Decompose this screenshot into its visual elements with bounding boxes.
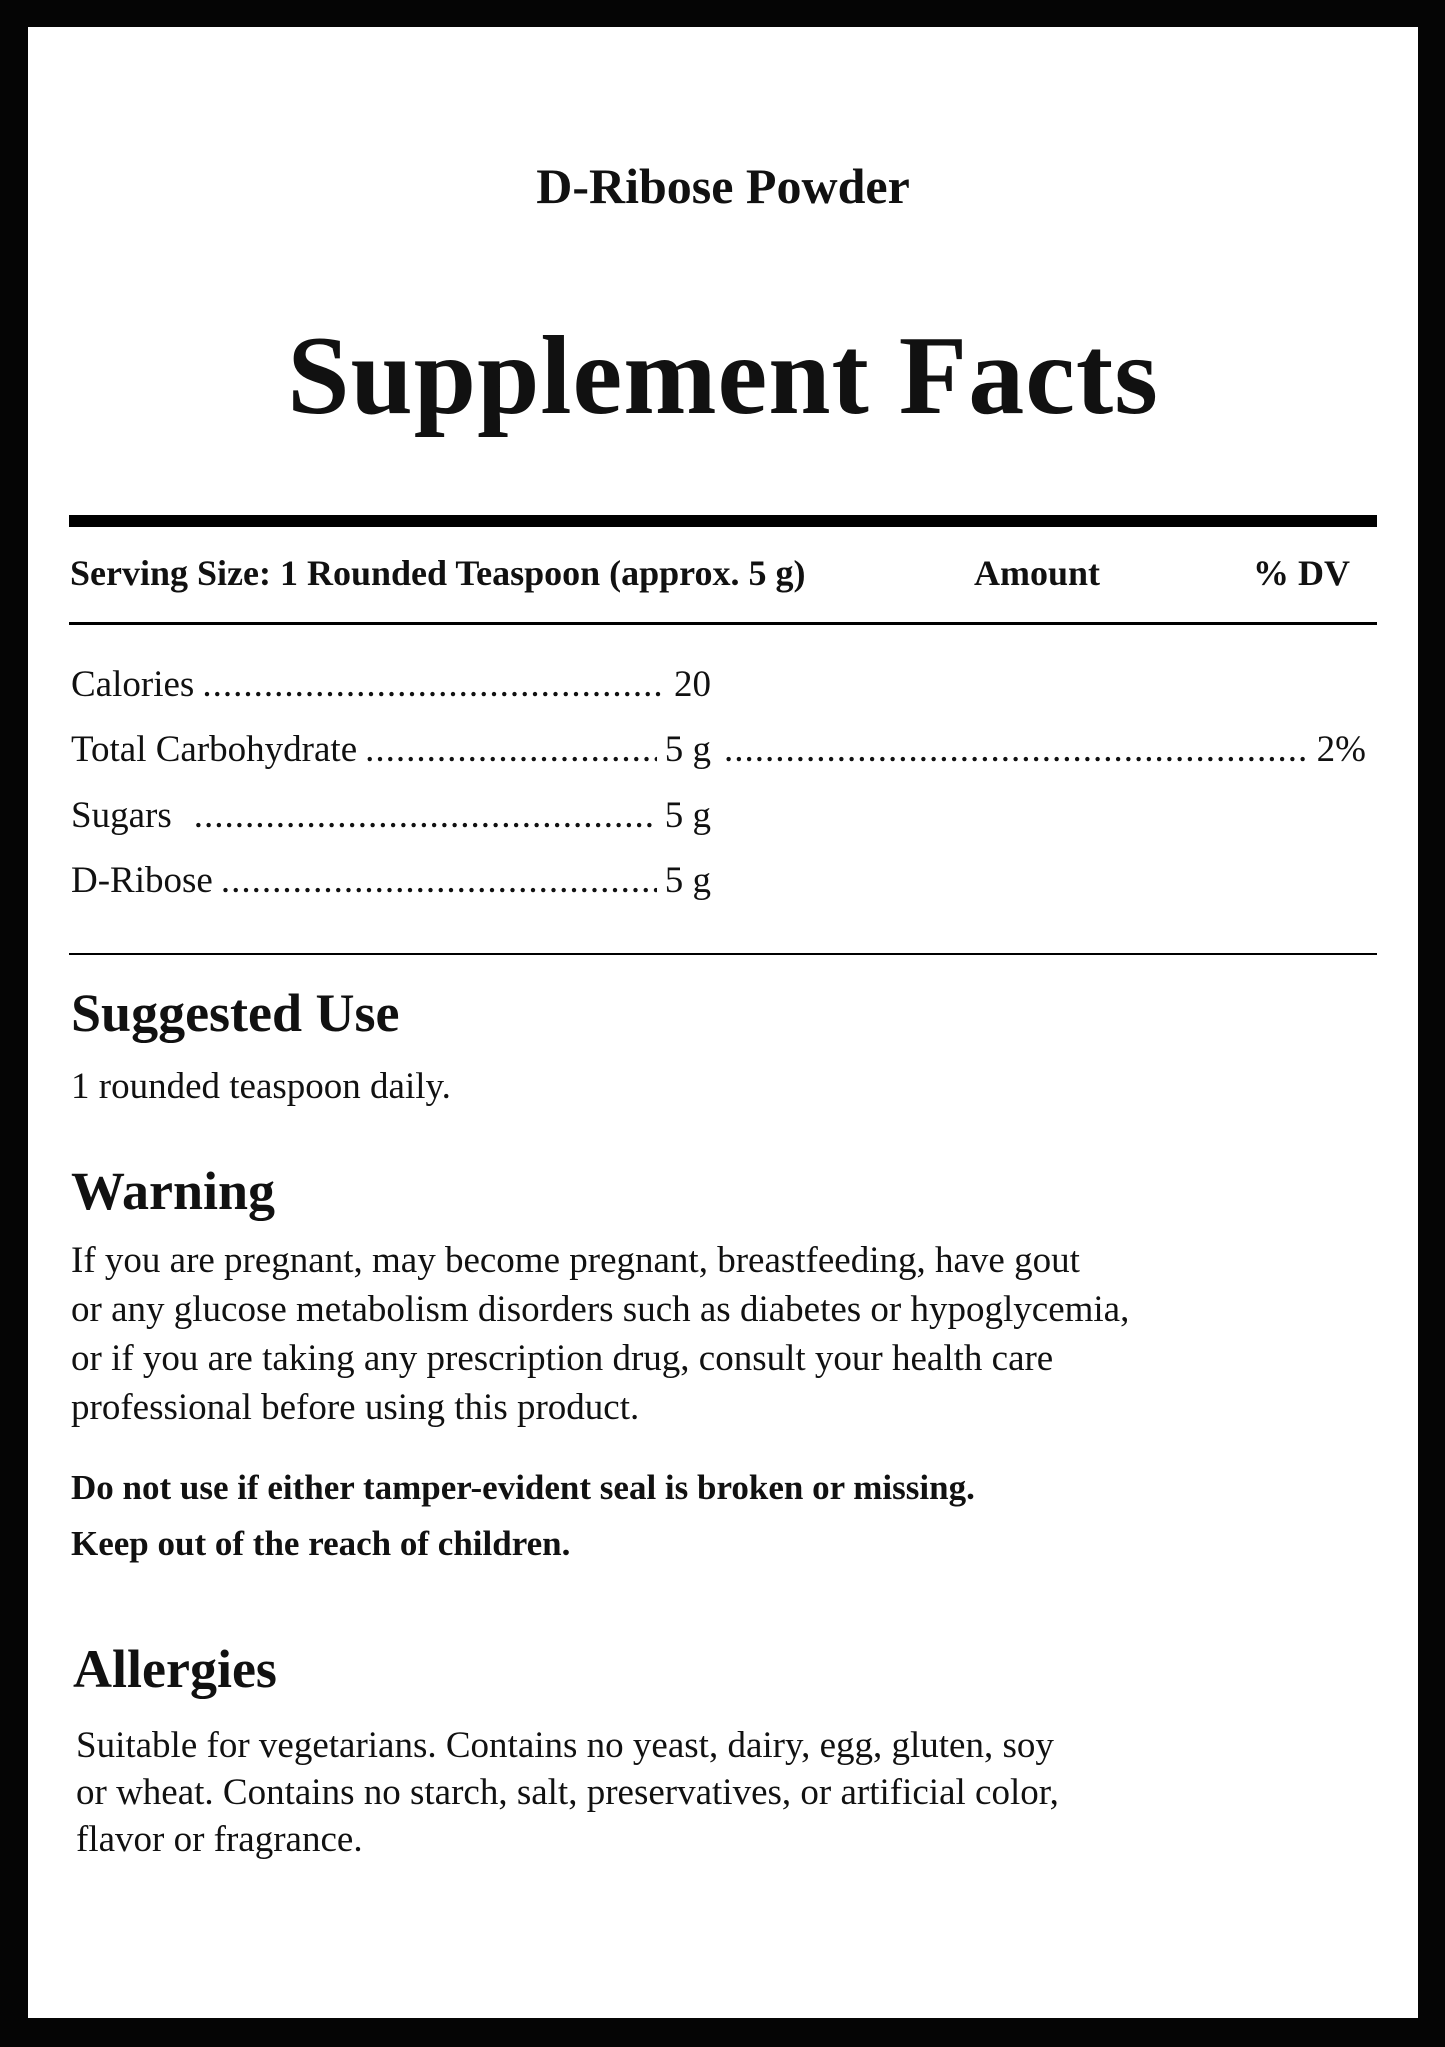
warning-line: If you are pregnant, may become pregnant, breastfeeding, have gout bbox=[71, 1240, 1080, 1281]
nutrient-row-calories bbox=[71, 663, 711, 713]
nutrient-name: Calories bbox=[71, 664, 195, 705]
dv-header: % DV bbox=[1253, 553, 1350, 593]
dot-leader bbox=[202, 663, 666, 706]
serving-size: Serving Size: 1 Rounded Teaspoon (approx. 5 g) bbox=[70, 553, 806, 593]
dot-leader bbox=[724, 728, 1309, 771]
nutrient-dv: 2% bbox=[1316, 729, 1366, 770]
divider bbox=[69, 953, 1377, 955]
suggested-use-heading: Suggested Use bbox=[71, 983, 400, 1043]
nutrient-row-total-carbohydrate bbox=[71, 728, 711, 778]
divider bbox=[69, 622, 1377, 625]
dot-leader bbox=[365, 728, 657, 771]
warning-line: professional before using this product. bbox=[71, 1387, 640, 1428]
suggested-use-text: 1 rounded teaspoon daily. bbox=[71, 1066, 451, 1107]
allergies-line: flavor or fragrance. bbox=[76, 1819, 363, 1860]
warning-line: or any glucose metabolism disorders such as diabetes or hypoglycemia, bbox=[71, 1289, 1130, 1330]
nutrient-name: Total Carbohydrate bbox=[71, 729, 358, 770]
children-warning: Keep out of the reach of children. bbox=[71, 1524, 571, 1563]
amount-header: Amount bbox=[974, 553, 1101, 593]
nutrient-amount: 5 g bbox=[664, 860, 711, 901]
nutrient-name: D-Ribose bbox=[71, 860, 213, 901]
dot-leader bbox=[194, 794, 657, 837]
nutrient-amount: 20 bbox=[674, 664, 711, 705]
thick-divider bbox=[69, 515, 1377, 527]
warning-text bbox=[71, 1236, 1129, 1432]
product-name: D-Ribose Powder bbox=[536, 158, 910, 214]
nutrient-dv-total-carbohydrate bbox=[724, 728, 1366, 778]
dot-leader bbox=[221, 859, 657, 902]
tamper-warning: Do not use if either tamper-evident seal is broken or missing. bbox=[71, 1468, 975, 1507]
allergies-heading: Allergies bbox=[73, 1639, 277, 1699]
warning-line: or if you are taking any prescription drug, consult your health care bbox=[71, 1338, 1054, 1379]
nutrient-amount: 5 g bbox=[664, 729, 711, 770]
nutrient-amount: 5 g bbox=[664, 795, 711, 836]
allergies-line: Suitable for vegetarians. Contains no yeast, dairy, egg, gluten, soy bbox=[76, 1725, 1054, 1766]
warning-heading: Warning bbox=[71, 1161, 276, 1221]
nutrient-row-sugars bbox=[71, 794, 711, 844]
page-title: Supplement Facts bbox=[287, 314, 1159, 438]
allergies-line: or wheat. Contains no starch, salt, preservatives, or artificial color, bbox=[76, 1772, 1059, 1813]
supplement-facts-label bbox=[28, 27, 1418, 2018]
nutrient-name: Sugars bbox=[71, 795, 172, 836]
allergies-text bbox=[76, 1722, 1059, 1863]
nutrient-row-d-ribose bbox=[71, 859, 711, 909]
